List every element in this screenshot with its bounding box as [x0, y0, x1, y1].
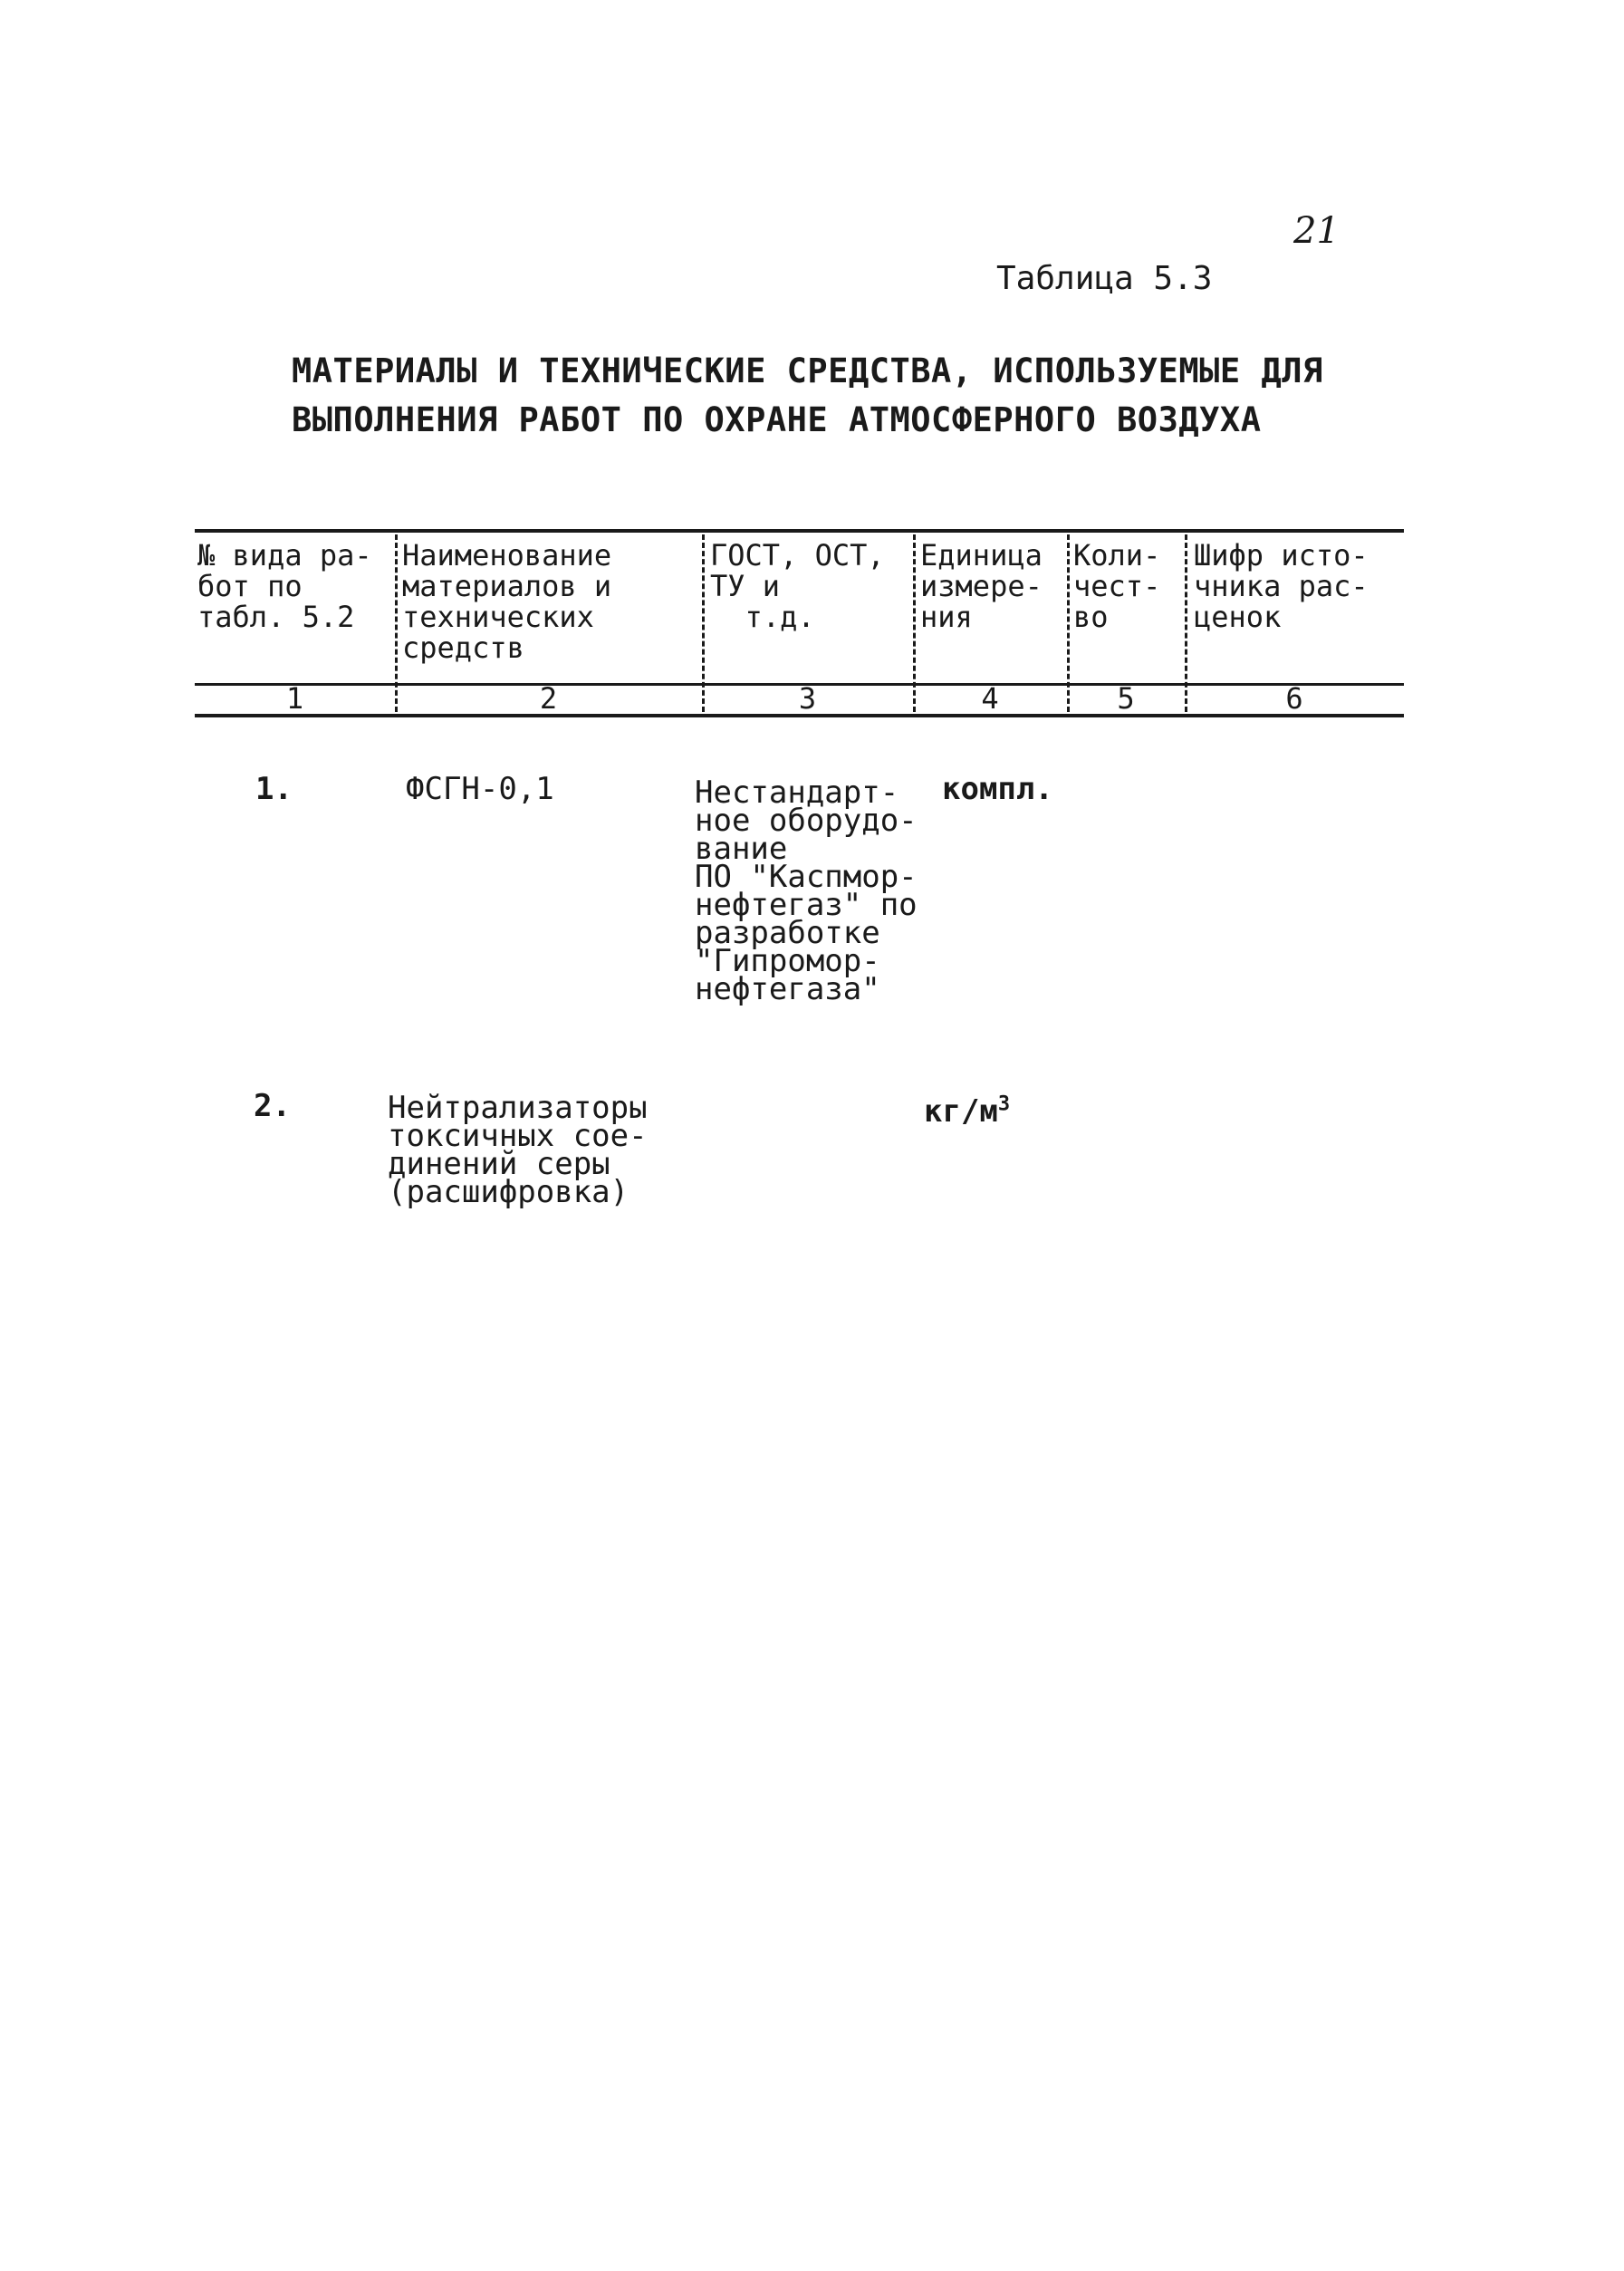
column-number-1: 1: [285, 681, 304, 716]
page-number: 21: [1293, 210, 1340, 252]
unit-of-measure: $кг/м^3$: [924, 1092, 1011, 1130]
row-number: 1.: [255, 771, 293, 807]
column-number-3: 3: [798, 681, 817, 716]
table-label: Таблица 5.3: [996, 260, 1213, 297]
column-number-2: 2: [539, 681, 558, 716]
standard-reference: Нестандарт- ное оборудо- вание ПО "Каспмор- нефтегаз" по разработке "Гипромор- нефтегаза": [695, 775, 918, 1007]
material-name: ФСГН-0,1: [406, 771, 554, 807]
header-unit: Единица измере- ния: [920, 538, 1043, 634]
row-number: 2.: [254, 1088, 291, 1124]
table-title-line-2: ВЫПОЛНЕНИЯ РАБОТ ПО ОХРАНЕ АТМОСФЕРНОГО ВОЗДУХА: [292, 400, 1262, 439]
column-number-5: 5: [1117, 681, 1135, 716]
table-title-line-1: МАТЕРИАЛЫ И ТЕХНИЧЕСКИЕ СРЕДСТВА, ИСПОЛЬЗУЕМЫЕ ДЛЯ: [292, 351, 1323, 390]
column-number-6: 6: [1285, 681, 1303, 716]
header-standard: ГОСТ, ОСТ, ТУ и т.д.: [710, 538, 885, 634]
column-number-4: 4: [981, 681, 999, 716]
header-material-name: Наименование материалов и технических средств: [402, 538, 612, 665]
header-work-number: № вида ра- бот по табл. 5.2: [197, 538, 372, 634]
header-source-code: Шифр исто- чника рас- ценок: [1194, 538, 1369, 634]
unit-of-measure: компл.: [942, 771, 1053, 807]
header-quantity: Коли- чест- во: [1073, 538, 1161, 634]
table-top-rule: [195, 529, 1404, 533]
material-name: Нейтрализаторы токсичных сое- динений серы (расшифровка): [388, 1090, 648, 1210]
